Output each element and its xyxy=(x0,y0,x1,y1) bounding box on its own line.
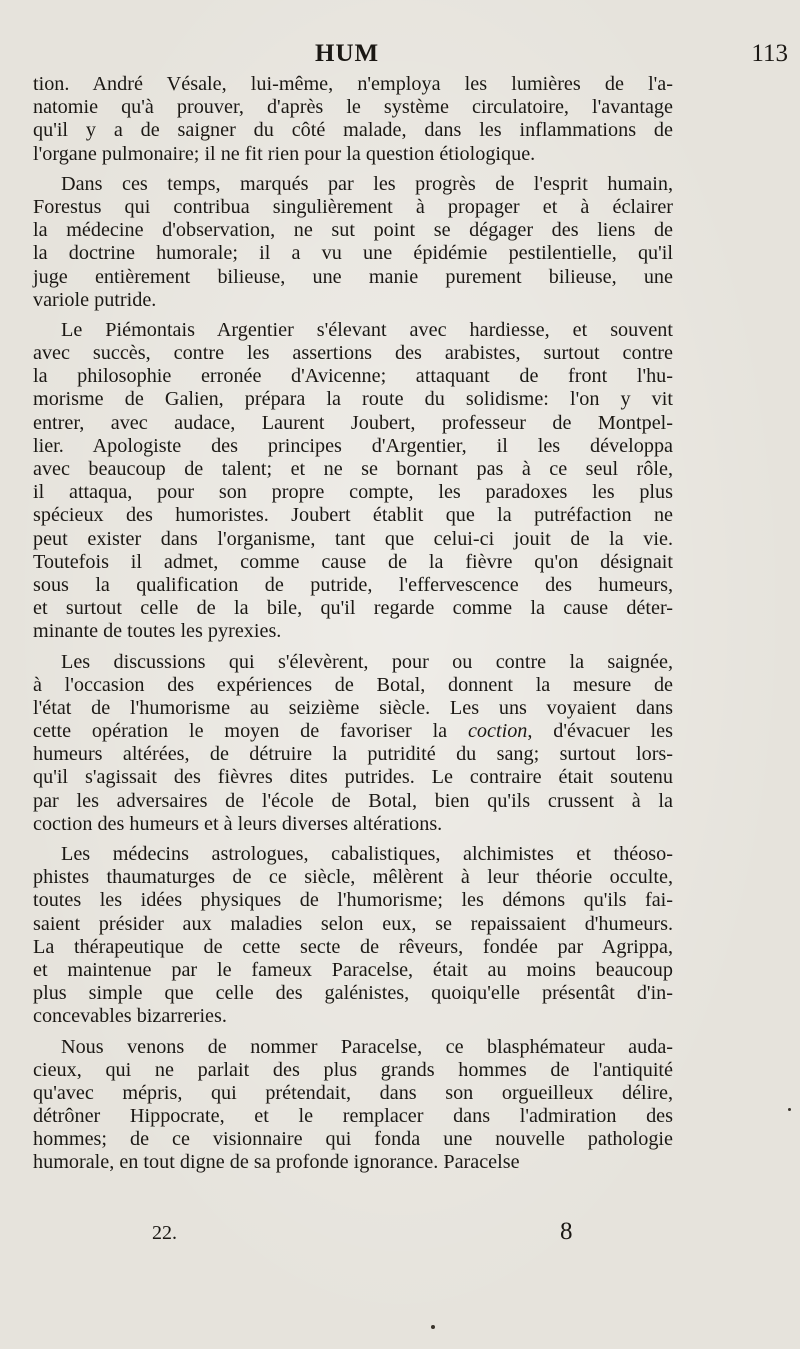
text-line: et surtout celle de la bile, qu'il regarde comme la cause déter- xyxy=(33,597,673,620)
text-line: et maintenue par le fameux Paracelse, était au moins beaucoup xyxy=(33,958,673,981)
text-line: l'organe pulmonaire; il ne fit rien pour la question étiologique. xyxy=(33,142,536,165)
sheet-number: 8 xyxy=(560,1218,573,1245)
text-line: la médecine d'observation, ne sut point se dégager des liens de xyxy=(33,219,673,242)
text-line: toutes les idées physiques de l'humorisme; les démons qu'ils fai- xyxy=(33,889,673,912)
text-line: la philosophie erronée d'Avicenne; attaquant de front l'hu- xyxy=(33,365,673,388)
ink-speck xyxy=(431,1325,435,1329)
page-number: 113 xyxy=(751,40,788,67)
running-head xyxy=(0,40,800,70)
text-line: concevables bizarreries. xyxy=(33,1005,227,1028)
paragraph xyxy=(33,73,673,166)
text-line: natomie qu'à prouver, d'après le système circulatoire, l'avantage xyxy=(33,96,673,119)
text-line: variole putride. xyxy=(33,288,157,311)
paragraph xyxy=(33,1036,673,1175)
text-line: Dans ces temps, marqués par les progrès de l'esprit humain, xyxy=(61,172,673,195)
body-text xyxy=(33,73,673,1182)
text-line: détrôner Hippocrate, et le remplacer dans l'admiration des xyxy=(33,1105,673,1128)
text-line: Les discussions qui s'élevèrent, pour ou contre la saignée, xyxy=(61,650,673,673)
text-line: La thérapeutique de cette secte de rêveurs, fondée par Agrippa, xyxy=(33,935,673,958)
text-line: l'état de l'humorisme au seizième siècle. Les uns voyaient dans xyxy=(33,696,673,719)
text-line: il attaqua, pour son propre compte, les paradoxes les plus xyxy=(33,481,673,504)
text-line: Les médecins astrologues, cabalistiques, alchimistes et théoso- xyxy=(61,843,673,865)
text-line: morisme de Galien, prépara la route du solidisme: l'on y vit xyxy=(33,388,673,411)
text-line: qu'avec mépris, qui prétendait, dans son orgueilleux délire, xyxy=(33,1081,673,1104)
text-line: minante de toutes les pyrexies. xyxy=(33,620,282,643)
text-line: tion. André Vésale, lui-même, n'employa les lumières de l'a- xyxy=(33,73,673,95)
text-line: humeurs altérées, de détruire la putridité du sang; surtout lors- xyxy=(33,743,673,766)
text-line: qu'il s'agissait des fièvres dites putrides. Le contraire était soutenu xyxy=(33,766,673,789)
text-line: Toutefois il admet, comme cause de la fièvre qu'on désignait xyxy=(33,550,673,573)
text-line: phistes thaumaturges de ce siècle, mêlèrent à leur théorie occulte, xyxy=(33,866,673,889)
text-line: sous la qualification de putride, l'effervescence des humeurs, xyxy=(33,573,673,596)
text-line: Nous venons de nommer Paracelse, ce blasphémateur auda- xyxy=(61,1035,673,1058)
paragraph xyxy=(33,843,673,1029)
text-line: avec beaucoup de talent; et ne se bornant pas à ce seul rôle, xyxy=(33,458,673,480)
paragraph xyxy=(33,173,673,312)
text-line: qu'il y a de saigner du côté malade, dans les inflammations de xyxy=(33,119,673,142)
text-line: cette opération le moyen de favoriser la coction, d'évacuer les xyxy=(33,720,673,743)
text-line: plus simple que celle des galénistes, quoiqu'elle présentât d'in- xyxy=(33,982,673,1005)
text-line: spécieux des humoristes. Joubert établit que la putréfaction ne xyxy=(33,504,673,527)
signature-mark: 22. xyxy=(152,1222,177,1244)
text-line: humorale, en tout digne de sa profonde ignorance. Paracelse xyxy=(33,1151,520,1174)
page-footer xyxy=(0,1218,800,1252)
paragraph xyxy=(33,651,673,837)
text-line: saient présider aux maladies selon eux, se repaissaient d'humeurs. xyxy=(33,912,673,935)
text-line: à l'occasion des expériences de Botal, donnent la mesure de xyxy=(33,673,673,696)
ink-speck xyxy=(788,1108,791,1111)
text-line: lier. Apologiste des principes d'Argentier, il les développa xyxy=(33,434,673,457)
text-line: hommes; de ce visionnaire qui fonda une nouvelle pathologie xyxy=(33,1128,673,1151)
paragraph xyxy=(33,319,673,644)
text-line: Le Piémontais Argentier s'élevant avec hardiesse, et souvent xyxy=(61,318,673,341)
text-line: cieux, qui ne parlait des plus grands hommes de l'antiquité xyxy=(33,1058,673,1081)
text-line: peut exister dans l'organisme, tant que celui-ci jouit de la vie. xyxy=(33,527,673,550)
text-line: la doctrine humorale; il a vu une épidémie pestilentielle, qu'il xyxy=(33,242,673,265)
text-line: par les adversaires de l'école de Botal, bien qu'ils crussent à la xyxy=(33,789,673,812)
text-line: avec succès, contre les assertions des arabistes, surtout contre xyxy=(33,342,673,365)
text-line: coction des humeurs et à leurs diverses altérations. xyxy=(33,812,443,835)
running-title: HUM xyxy=(315,40,380,67)
text-line: Forestus qui contribua singulièrement à propager et à éclairer xyxy=(33,195,673,218)
text-line: juge entièrement bilieuse, une manie purement bilieuse, une xyxy=(33,265,673,288)
text-line: entrer, avec audace, Laurent Joubert, professeur de Montpel- xyxy=(33,411,673,434)
